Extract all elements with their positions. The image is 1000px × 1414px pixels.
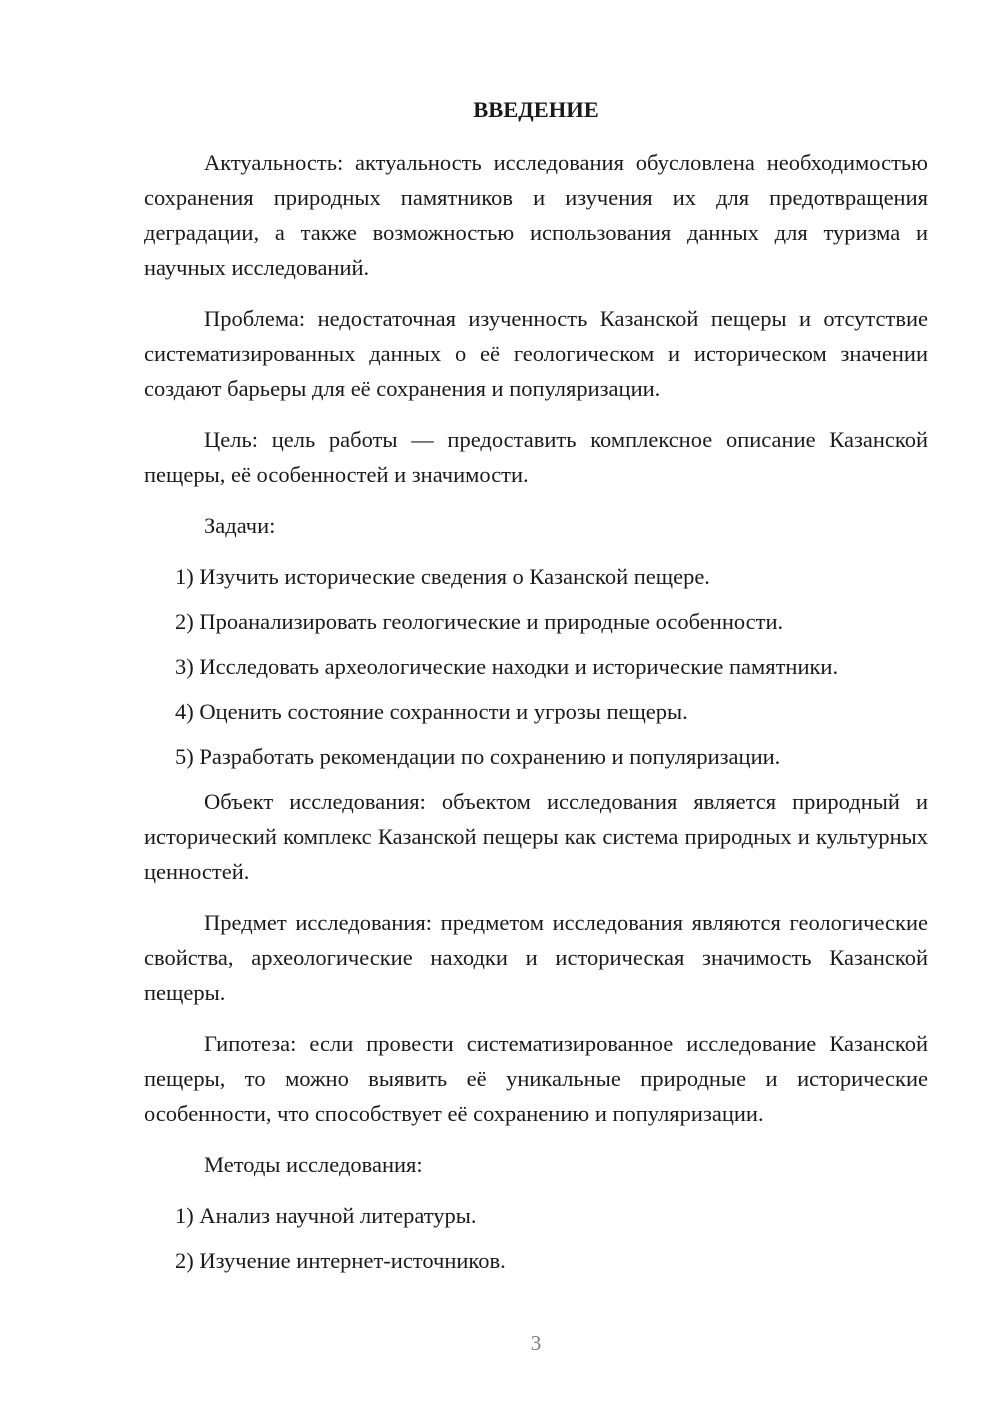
problem-paragraph: Проблема: недостаточная изученность Казанской пещеры и отсутствие систематизированных данных о её геологическом и историческом значении создают барьеры для её сохранения и популяризации. xyxy=(144,306,928,401)
list-item: 2) Изучение интернет-источников. xyxy=(175,1248,506,1273)
tasks-label: Задачи: xyxy=(204,513,276,538)
list-item: 1) Анализ научной литературы. xyxy=(175,1203,477,1228)
list-item: 5) Разработать рекомендации по сохранению и популяризации. xyxy=(175,744,781,769)
list-item: 3) Исследовать археологические находки и исторические памятники. xyxy=(175,654,839,679)
relevance-paragraph: Актуальность: актуальность исследования обусловлена необходимостью сохранения природных памятников и изучения их для предотвращения деградации, а также возможностью использования данных для туризма и научных исследований. xyxy=(144,150,928,280)
methods-list xyxy=(144,1198,928,1278)
hypothesis-paragraph: Гипотеза: если провести систематизированное исследование Казанской пещеры, то можно выявить её уникальные природные и исторические особенности, что способствует её сохранению и популяризации. xyxy=(144,1031,928,1126)
list-item: 4) Оценить состояние сохранности и угрозы пещеры. xyxy=(175,699,688,724)
methods-label: Методы исследования: xyxy=(204,1152,423,1177)
section-title: ВВЕДЕНИЕ xyxy=(473,97,599,122)
document-page xyxy=(144,92,928,1288)
list-item: 2) Проанализировать геологические и природные особенности. xyxy=(175,609,784,634)
subject-paragraph: Предмет исследования: предметом исследования являются геологические свойства, археологические находки и историческая значимость Казанской пещеры. xyxy=(144,910,928,1005)
page-number: 3 xyxy=(530,1331,542,1355)
goal-paragraph: Цель: цель работы — предоставить комплексное описание Казанской пещеры, её особенностей и значимости. xyxy=(144,427,928,487)
object-paragraph: Объект исследования: объектом исследования является природный и исторический комплекс Казанской пещеры как система природных и культурных ценностей. xyxy=(144,789,928,884)
tasks-list xyxy=(144,559,928,774)
list-item: 1) Изучить исторические сведения о Казанской пещере. xyxy=(175,564,710,589)
